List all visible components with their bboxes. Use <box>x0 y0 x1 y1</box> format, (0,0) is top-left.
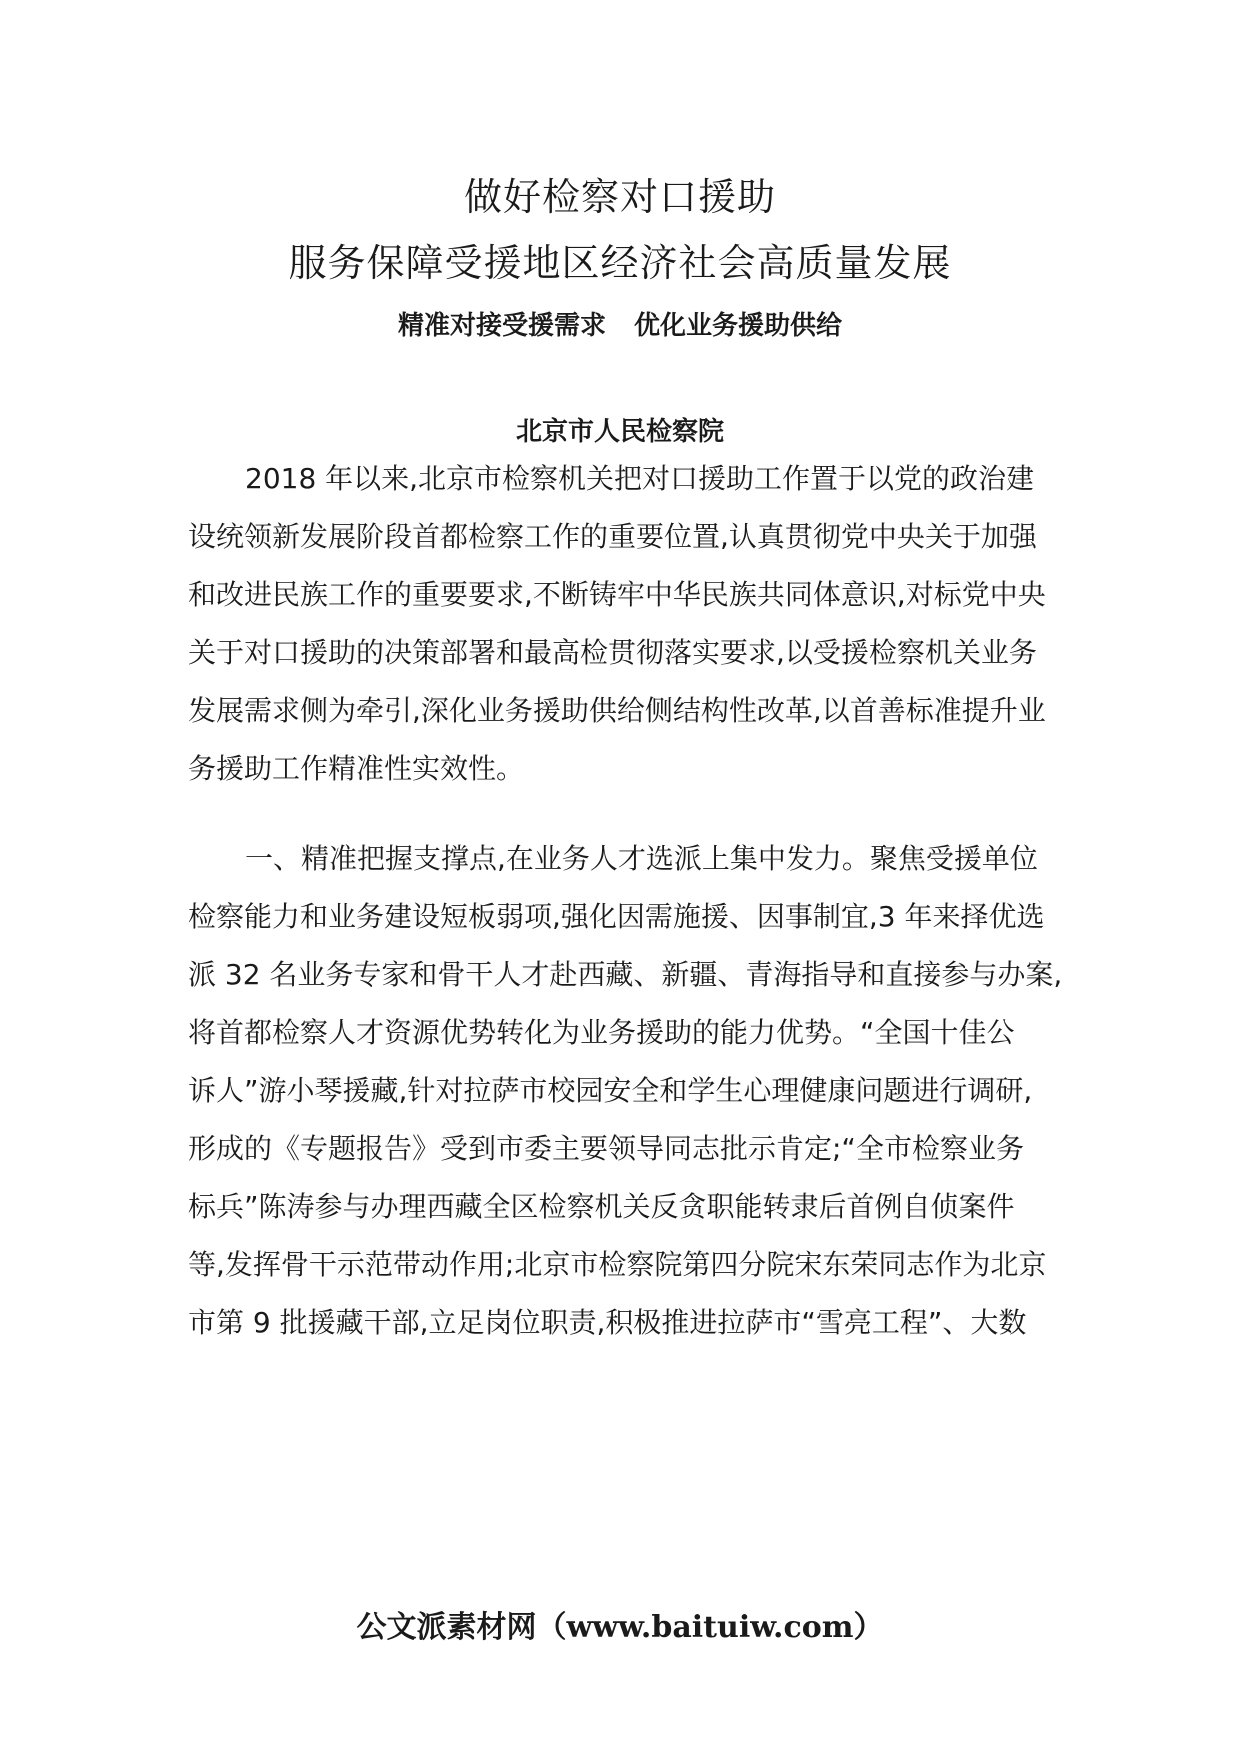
paragraph-2-line: 标兵”陈涛参与办理西藏全区检察机关反贪职能转隶后首例自侦案件 <box>188 1190 1015 1223</box>
footer-watermark: 公文派素材网（www.baituiw.com） <box>356 1610 884 1645</box>
paragraph-1-line: 务援助工作精准性实效性。 <box>188 752 525 785</box>
subtitle-part-2: 优化业务援助供给 <box>634 311 843 341</box>
paragraph-2-line: 派 32 名业务专家和骨干人才赴西藏、新疆、青海指导和直接参与办案, <box>188 958 1063 991</box>
document-title-line-1: 做好检察对口援助 <box>463 175 776 219</box>
paragraph-2-line: 诉人”游小琴援藏,针对拉萨市校园安全和学生心理健康问题进行调研, <box>188 1074 1033 1107</box>
subtitle-part-1: 精准对接受援需求 <box>397 311 606 341</box>
paragraph-1-line: 发展需求侧为牵引,深化业务援助供给侧结构性改革,以首善标准提升业 <box>188 694 1046 727</box>
paragraph-2-line: 将首都检察人才资源优势转化为业务援助的能力优势。“全国十佳公 <box>188 1016 1015 1049</box>
paragraph-2-line: 一、精准把握支撑点,在业务人才选派上集中发力。聚焦受援单位 <box>245 842 1038 875</box>
paragraph-2-line: 市第 9 批援藏干部,立足岗位职责,积极推进拉萨市“雪亮工程”、大数 <box>188 1306 1027 1339</box>
document-title-line-2: 服务保障受援地区经济社会高质量发展 <box>288 241 952 285</box>
paragraph-1-line: 和改进民族工作的重要要求,不断铸牢中华民族共同体意识,对标党中央 <box>188 578 1046 611</box>
paragraph-2-line: 检察能力和业务建设短板弱项,强化因需施援、因事制宜,3 年来择优选 <box>188 900 1045 933</box>
paragraph-2-line: 形成的《专题报告》受到市委主要领导同志批示肯定;“全市检察业务 <box>188 1132 1024 1165</box>
document-subtitle <box>0 306 1240 346</box>
paragraph-1-line: 2018 年以来,北京市检察机关把对口援助工作置于以党的政治建 <box>245 462 1035 495</box>
paragraph-1-line: 设统领新发展阶段首都检察工作的重要位置,认真贯彻党中央关于加强 <box>188 520 1037 553</box>
document-author: 北京市人民检察院 <box>515 417 724 447</box>
paragraph-1-line: 关于对口援助的决策部署和最高检贯彻落实要求,以受援检察机关业务 <box>188 636 1037 669</box>
paragraph-2-line: 等,发挥骨干示范带动作用;北京市检察院第四分院宋东荣同志作为北京 <box>188 1248 1047 1281</box>
